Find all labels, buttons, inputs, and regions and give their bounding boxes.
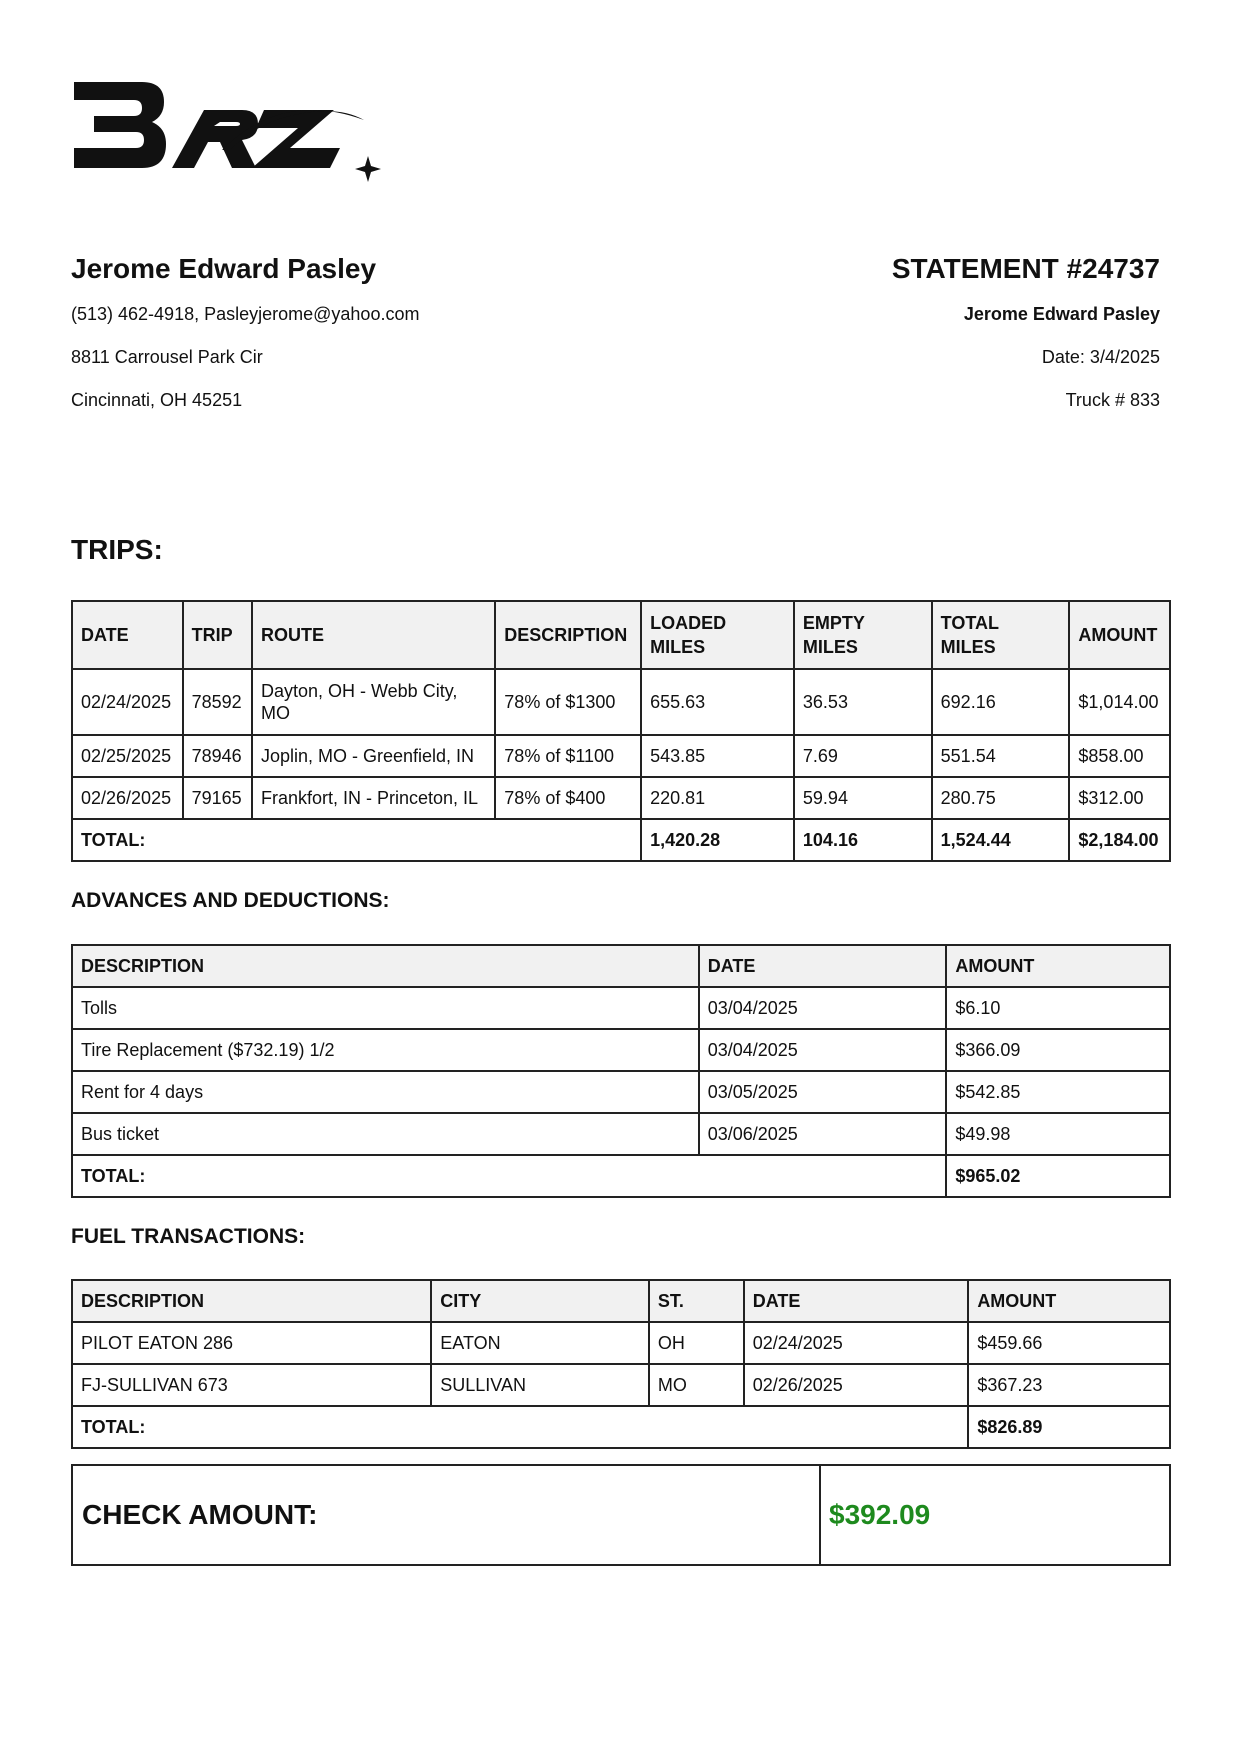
driver-name: Jerome Edward Pasley bbox=[71, 253, 377, 284]
driver-address-line1: 8811 Carrousel Park Cir bbox=[71, 347, 263, 367]
trips-col-date: DATE bbox=[72, 601, 183, 669]
fuel-total-amount: $826.89 bbox=[968, 1406, 1170, 1448]
check-amount-box bbox=[71, 1464, 1171, 1566]
advance-description: Tire Replacement ($732.19) 1/2 bbox=[72, 1029, 699, 1071]
loaded-label-1: LOADED bbox=[650, 613, 727, 633]
trips-total-amount: $2,184.00 bbox=[1069, 819, 1170, 861]
trip-amount: $858.00 bbox=[1069, 735, 1170, 777]
trip-loaded-miles: 220.81 bbox=[641, 777, 794, 819]
trip-number: 78946 bbox=[183, 735, 252, 777]
trip-empty-miles: 7.69 bbox=[794, 735, 932, 777]
trip-description: 78% of $400 bbox=[495, 777, 641, 819]
empty-label-2: MILES bbox=[802, 637, 858, 657]
trip-loaded-miles: 655.63 bbox=[641, 669, 794, 735]
fuel-city: SULLIVAN bbox=[431, 1364, 649, 1406]
trip-date: 02/25/2025 bbox=[72, 735, 183, 777]
table-row bbox=[72, 987, 1170, 1029]
trips-col-description: DESCRIPTION bbox=[495, 601, 641, 669]
trip-number: 79165 bbox=[183, 777, 252, 819]
trips-total-miles: 1,524.44 bbox=[932, 819, 1070, 861]
table-row bbox=[72, 669, 1170, 735]
trips-total-row bbox=[72, 819, 1170, 861]
trip-amount: $1,014.00 bbox=[1069, 669, 1170, 735]
table-row bbox=[72, 777, 1170, 819]
advance-description: Bus ticket bbox=[72, 1113, 699, 1155]
advance-amount: $366.09 bbox=[946, 1029, 1170, 1071]
trips-heading: TRIPS: bbox=[71, 534, 163, 565]
loaded-label-2: MILES bbox=[650, 637, 706, 657]
fuel-total-label: TOTAL: bbox=[72, 1406, 968, 1448]
trip-empty-miles: 59.94 bbox=[794, 777, 932, 819]
advances-col-date: DATE bbox=[699, 945, 947, 987]
fuel-state: MO bbox=[649, 1364, 744, 1406]
fuel-total-row bbox=[72, 1406, 1170, 1448]
advances-table bbox=[71, 944, 1171, 1198]
table-row bbox=[72, 735, 1170, 777]
fuel-amount: $367.23 bbox=[968, 1364, 1170, 1406]
advances-total-amount: $965.02 bbox=[946, 1155, 1170, 1197]
trip-empty-miles: 36.53 bbox=[794, 669, 932, 735]
table-row bbox=[72, 1364, 1170, 1406]
trip-date: 02/24/2025 bbox=[72, 669, 183, 735]
table-row bbox=[72, 1113, 1170, 1155]
advance-date: 03/05/2025 bbox=[699, 1071, 947, 1113]
table-row bbox=[72, 1029, 1170, 1071]
advances-heading: ADVANCES AND DEDUCTIONS: bbox=[71, 889, 390, 912]
advances-col-description: DESCRIPTION bbox=[72, 945, 699, 987]
fuel-description: FJ-SULLIVAN 673 bbox=[72, 1364, 431, 1406]
fuel-col-amount: AMOUNT bbox=[968, 1280, 1170, 1322]
trips-total-label: TOTAL: bbox=[72, 819, 641, 861]
trip-total-miles: 551.54 bbox=[932, 735, 1070, 777]
advance-date: 03/06/2025 bbox=[699, 1113, 947, 1155]
advances-total-label: TOTAL: bbox=[72, 1155, 946, 1197]
trips-col-empty-miles bbox=[794, 601, 932, 669]
trip-total-miles: 692.16 bbox=[932, 669, 1070, 735]
check-amount-value: $392.09 bbox=[829, 1499, 931, 1530]
fuel-city: EATON bbox=[431, 1322, 649, 1364]
fuel-date: 02/24/2025 bbox=[744, 1322, 969, 1364]
trip-date: 02/26/2025 bbox=[72, 777, 183, 819]
statement-name: Jerome Edward Pasley bbox=[963, 304, 1160, 324]
driver-info bbox=[71, 252, 591, 432]
table-row bbox=[72, 1322, 1170, 1364]
trips-total-loaded: 1,420.28 bbox=[641, 819, 794, 861]
fuel-description: PILOT EATON 286 bbox=[72, 1322, 431, 1364]
statement-date: Date: 3/4/2025 bbox=[1041, 347, 1160, 367]
trip-route: Joplin, MO - Greenfield, IN bbox=[252, 735, 495, 777]
trip-loaded-miles: 543.85 bbox=[641, 735, 794, 777]
fuel-heading: FUEL TRANSACTIONS: bbox=[71, 1225, 306, 1248]
total-label-1: TOTAL bbox=[940, 613, 999, 633]
advance-date: 03/04/2025 bbox=[699, 1029, 947, 1071]
check-amount-label: CHECK AMOUNT: bbox=[73, 1466, 821, 1564]
advance-description: Rent for 4 days bbox=[72, 1071, 699, 1113]
trip-total-miles: 280.75 bbox=[932, 777, 1070, 819]
fuel-table bbox=[71, 1279, 1171, 1449]
fuel-col-description: DESCRIPTION bbox=[72, 1280, 431, 1322]
advance-amount: $49.98 bbox=[946, 1113, 1170, 1155]
fuel-date: 02/26/2025 bbox=[744, 1364, 969, 1406]
trips-col-route: ROUTE bbox=[252, 601, 495, 669]
trip-amount: $312.00 bbox=[1069, 777, 1170, 819]
fuel-amount: $459.66 bbox=[968, 1322, 1170, 1364]
fuel-col-date: DATE bbox=[744, 1280, 969, 1322]
statement-title: STATEMENT #24737 bbox=[891, 253, 1160, 284]
fuel-header-row bbox=[72, 1280, 1170, 1322]
advances-header-row bbox=[72, 945, 1170, 987]
driver-contact: (513) 462-4918, Pasleyjerome@yahoo.com bbox=[71, 304, 420, 324]
trip-route: Dayton, OH - Webb City, MO bbox=[252, 669, 495, 735]
advance-date: 03/04/2025 bbox=[699, 987, 947, 1029]
trips-table bbox=[71, 600, 1171, 862]
empty-label-1: EMPTY bbox=[802, 613, 865, 633]
trip-description: 78% of $1100 bbox=[495, 735, 641, 777]
fuel-state: OH bbox=[649, 1322, 744, 1364]
trip-route: Frankfort, IN - Princeton, IL bbox=[252, 777, 495, 819]
trip-number: 78592 bbox=[183, 669, 252, 735]
total-label-2: MILES bbox=[940, 637, 996, 657]
fuel-col-city: CITY bbox=[431, 1280, 649, 1322]
fuel-col-state: ST. bbox=[649, 1280, 744, 1322]
trips-total-empty: 104.16 bbox=[794, 819, 932, 861]
advance-amount: $542.85 bbox=[946, 1071, 1170, 1113]
table-row bbox=[72, 1071, 1170, 1113]
trips-col-loaded-miles bbox=[641, 601, 794, 669]
statement-info bbox=[640, 252, 1160, 432]
advance-amount: $6.10 bbox=[946, 987, 1170, 1029]
trips-col-total-miles bbox=[932, 601, 1070, 669]
driver-address-line2: Cincinnati, OH 45251 bbox=[71, 390, 243, 410]
advance-description: Tolls bbox=[72, 987, 699, 1029]
trips-header-row bbox=[72, 601, 1170, 669]
brz-logo-icon bbox=[72, 80, 382, 190]
company-logo bbox=[72, 80, 382, 190]
trip-description: 78% of $1300 bbox=[495, 669, 641, 735]
trips-col-amount: AMOUNT bbox=[1069, 601, 1170, 669]
advances-total-row bbox=[72, 1155, 1170, 1197]
advances-col-amount: AMOUNT bbox=[946, 945, 1170, 987]
statement-truck: Truck # 833 bbox=[1065, 390, 1160, 410]
trips-col-trip: TRIP bbox=[183, 601, 252, 669]
